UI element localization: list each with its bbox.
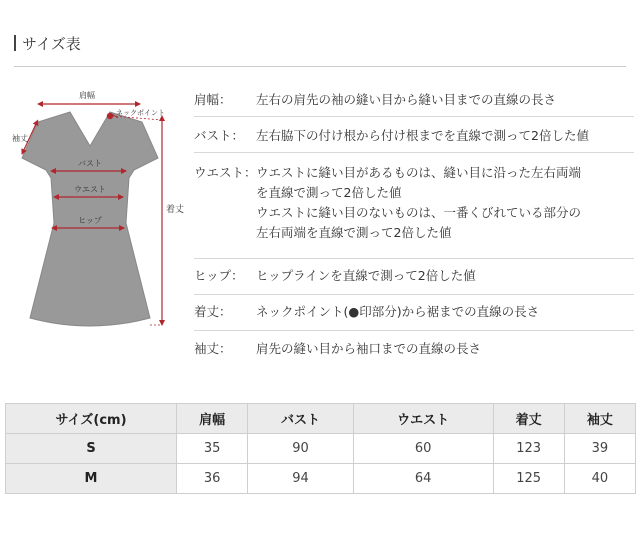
definition-bust [194,126,634,146]
waist-label: ウエスト [74,185,106,194]
definition-text: ヒップラインを直線で測って2倍した値 [256,268,476,283]
table-header-cell: 肩幅 [177,404,248,434]
shoulder-label: 肩幅 [79,91,95,100]
table-cell: 90 [248,434,354,464]
definition-text: 肩先の縫い目から袖口までの直線の長さ [256,341,482,356]
definition-text: を直線で測って2倍した値 [256,185,402,200]
definition-shoulder [194,90,634,110]
title-bar [14,35,16,51]
neck-point-label: ネックポイント [116,109,165,117]
definition-text: ウエストに縫い目のないものは、一番くびれている部分の [256,205,582,220]
table-cell: M [6,464,177,494]
table-cell: 64 [353,464,493,494]
title-divider [14,66,626,67]
definition-text: 左右脇下の付け根から付け根までを直線で測って2倍した値 [256,128,589,143]
table-header-cell: サイズ(cm) [6,404,177,434]
table-cell: 125 [493,464,564,494]
definition-divider [194,294,634,295]
length-label: 着丈 [166,205,185,215]
definition-text: ウエストに縫い目があるものは、縫い目に沿った左右両端 [256,165,582,180]
definition-key: ヒップ： [194,268,244,283]
definition-sleeve [194,339,634,359]
page-title: サイズ表 [22,34,81,53]
table-cell: 123 [493,434,564,464]
table-cell: 94 [248,464,354,494]
definition-key: ウエスト： [194,165,257,180]
section-title [14,34,81,52]
table-cell: 36 [177,464,248,494]
definition-key: 着丈： [194,304,232,319]
definition-key: 肩幅： [194,92,232,107]
definition-hip [194,266,634,286]
definition-divider [194,330,634,331]
table-header-row [6,404,636,434]
bust-label: バスト [78,159,102,168]
table-cell: 40 [564,464,635,494]
table-row [6,464,636,494]
table-cell: 60 [353,434,493,464]
table-cell: S [6,434,177,464]
dress-diagram [0,78,190,348]
table-cell: 35 [177,434,248,464]
size-table [5,403,636,494]
table-header-cell: 着丈 [493,404,564,434]
definition-divider [194,258,634,259]
table-header-cell: バスト [248,404,354,434]
hip-label: ヒップ [78,216,102,225]
sleeve-label: 袖丈 [12,134,28,143]
definition-text: ネックポイント(●印部分)から裾までの直線の長さ [256,304,540,319]
definition-length [194,302,634,322]
table-header-cell: ウエスト [353,404,493,434]
definition-key: 袖丈： [194,341,232,356]
definition-divider [194,116,634,117]
definition-divider [194,152,634,153]
table-header-cell: 袖丈 [564,404,635,434]
table-cell: 39 [564,434,635,464]
definition-key: バスト： [194,128,245,143]
definition-text: 左右の肩先の袖の縫い目から縫い目までの直線の長さ [256,92,557,107]
table-row [6,434,636,464]
definition-text: 左右両端を直線で測って2倍した値 [256,225,452,240]
definition-waist [194,163,634,247]
